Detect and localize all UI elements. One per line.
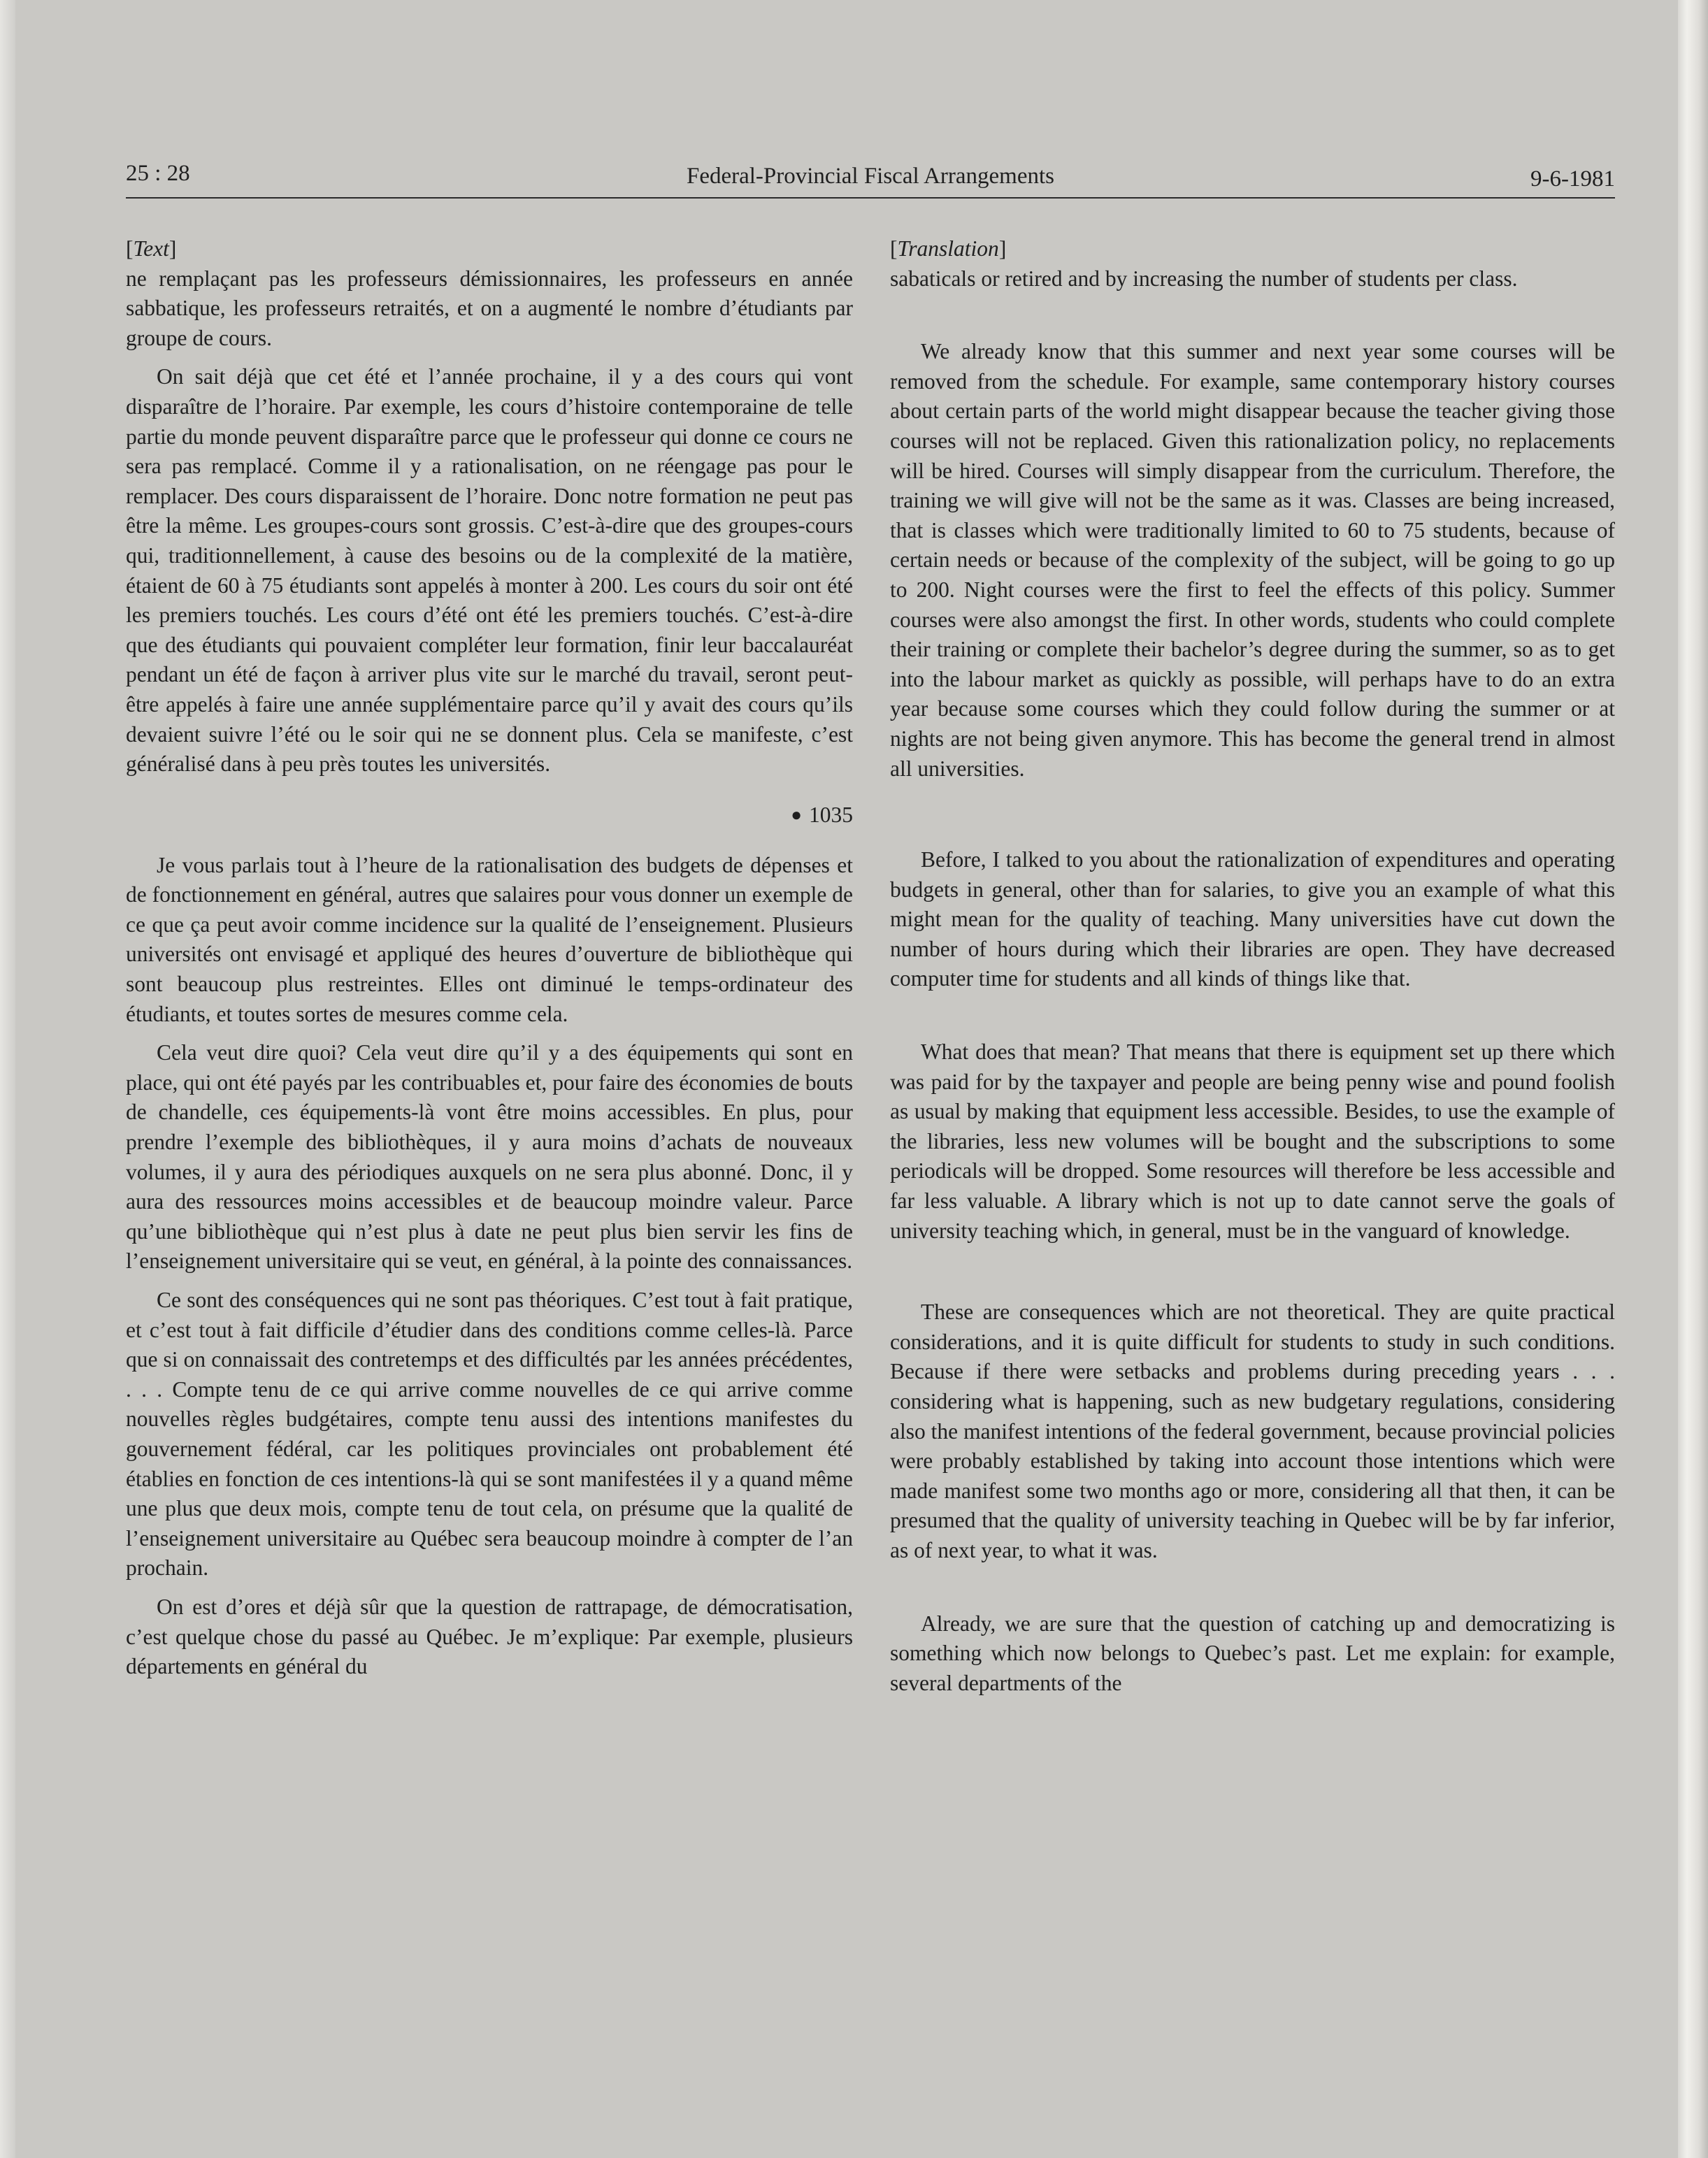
paragraph: On sait déjà que cet été et l’année prochaine, il y a des cours qui vont disparaître de l’horaire. Par exemple, les cours d’histoire contemporaine de telle partie du monde peuvent disparaître parce que le professeur qui donne ce cours ne sera pas remplacé. Comme il y a rationalisation, on ne réengage pas pour le remplacer. Des cours disparaissent de l’horaire. Donc notre formation ne peut pas être la même. Les groupes-cours sont grossis. C’est-à-dire que des groupes-cours qui, traditionnellement, à cause des besoins ou de la complexité de la matière, étaient de 60 à 75 étudiants sont appelés à monter à 200. Les cours du soir ont été les premiers touchés. Les cours d’été ont été les premiers touchés. C’est-à-dire que des étudiants qui pouvaient compléter leur formation, finir leur baccalauréat pendant un été de façon à arriver plus vite sur le marché du travail, seront peut-être appelés à faire une année supplémentaire parce qu’il y avait des cours qu’ils devaient suivre l’été ou le soir qui ne se donnent plus. Cela se manifeste, c’est généralisé dans à peu près toutes les universités.: [126, 364, 853, 777]
page-stack-edge-left: [0, 0, 15, 2158]
paragraph: Ce sont des conséquences qui ne sont pas théoriques. C’est tout à fait pratique, et c’est tout à fait difficile d’étudier dans des conditions comme celles-là. Parce que si on connaissait des contretemps et des difficultés par les années précédentes, . . . Compte tenu de ce qui arrive comme nouvelles de ce qui arrive comme nouvelles règles budgétaires, compte tenu aussi des intentions manifestes du gouvernement fédéral, car les politiques provinciales ont probablement été établies en fonction de ces intentions-là qui se sont manifestées il y a quand même une plus que deux mois, compte tenu de tout cela, on présume que la qualité de l’enseignement universitaire au Québec sera beaucoup moindre à compter de l’an prochain.: [126, 1288, 853, 1581]
english-column: [890, 234, 1615, 1698]
page-stack-edge-right: [1678, 0, 1708, 2158]
paragraph: What does that mean? That means that there is equipment set up there which was paid for by the taxpayer and people are being penny wise and pound foolish as usual by making that equipment less accessible. Besides, to use the example of the libraries, less new volumes will be bought and the subscriptions to some periodicals will be dropped. Some resources will therefore be less accessible and far less valuable. A library which is not up to date cannot serve the goals of university teaching which, in general, must be in the vanguard of knowledge.: [890, 1040, 1615, 1243]
paragraph: Already, we are sure that the question of catching up and democratizing is something which now belongs to Quebec’s past. Let me explain: for example, several departments of the: [890, 1611, 1615, 1695]
page-number: 25 : 28: [126, 161, 190, 186]
header-title: Federal-Provincial Fiscal Arrangements: [686, 164, 1055, 189]
column-label-translation: [Translation]: [890, 236, 1007, 261]
french-column: [126, 234, 853, 1682]
paragraph: Je vous parlais tout à l’heure de la rationalisation des budgets de dépenses et de fonctionnement en général, autres que salaires pour vous donner un exemple de ce que ça peut avoir comme incidence sur la qualité de l’enseignement. Plusieurs universités ont envisagé et appliqué des heures d’ouverture de bibliothèque qui sont beaucoup plus restreintes. Elles ont diminué le temps-ordinateur des étudiants, et toutes sortes de mesures comme cela.: [126, 852, 854, 1026]
paragraph: We already know that this summer and next year some courses will be removed from the schedule. For example, same contemporary history courses about certain parts of the world might disappear because the teacher giving those courses will not be replaced. Given this rationalization policy, no replacements will be hired. Courses will simply disappear from the curriculum. Therefore, the training we will give will not be the same as it was. Classes are being increased, that is classes which were traditionally limited to 60 to 75 students, because of certain needs or because of the complexity of the subject, will be going to go up to 200. Night courses were the first to feel the effects of this policy. Summer courses were also amongst the first. In other words, students who could complete their training or complete their bachelor’s degree during the summer, so as to get into the labour market as quickly as possible, will perhaps have to do an extra year because some courses which they could follow during the summer or at nights are not being given anymore. This has become the general trend in almost all universities.: [890, 339, 1615, 781]
running-header: [126, 161, 1615, 192]
paragraph: Cela veut dire quoi? Cela veut dire qu’il y a des équipements qui sont en place, qui ont été payés par les contribuables et, pour faire des économies de bouts de chandelle, ces équipements-là vont être moins accessibles. En plus, pour prendre l’exemple des bibliothèques, il y aura moins d’achats de nouveaux volumes, il y aura des périodiques auxquels on ne sera plus abonné. Donc, il y aura des ressources moins accessibles et de beaucoup moindre valeur. Parce qu’une bibliothèque qui n’est plus à date ne peut plus bien servir les fins de l’enseignement universitaire qui se veut, en général, à la pointe des connaissances.: [126, 1040, 853, 1274]
header-rule: [126, 197, 1615, 199]
header-date: 9-6-1981: [1530, 166, 1615, 192]
paragraph: Before, I talked to you about the rationalization of expenditures and operating budgets in general, other than for salaries, to give you an example of what this might mean for the quality of teaching. Many universities have cut down the number of hours during which their libraries are open. They have decreased computer time for students and all kinds of things like that.: [890, 847, 1615, 991]
paragraph: ne remplaçant pas les professeurs démissionnaires, les professeurs en année sabbatique, les professeurs retraités, et on a augmenté le nombre d’étudiants par groupe de cours.: [126, 266, 853, 350]
paragraph: On est d’ores et déjà sûr que la question de rattrapage, de démocratisation, c’est quelque chose du passé au Québec. Je m’explique: Par exemple, plusieurs départements en général du: [126, 1594, 853, 1679]
paragraph: These are consequences which are not theoretical. They are quite practical considerations, and it is quite difficult for students to study in such conditions. Because if there were setbacks and problems during preceding years . . . considering what is happening, such as new budgetary regulations, considering also the manifest intentions of the federal government, because provincial policies were probably established by taking into account those intentions which were made manifest some two months ago or more, considering all that then, it can be presumed that the quality of university teaching in Quebec will be by far inferior, as of next year, to what it was.: [890, 1300, 1615, 1562]
timecode: ● 1035: [791, 802, 853, 827]
bullet-icon: ●: [791, 804, 802, 825]
paragraph: sabaticals or retired and by increasing the number of students per class.: [890, 266, 1518, 291]
column-label-text: [Text]: [126, 236, 177, 261]
